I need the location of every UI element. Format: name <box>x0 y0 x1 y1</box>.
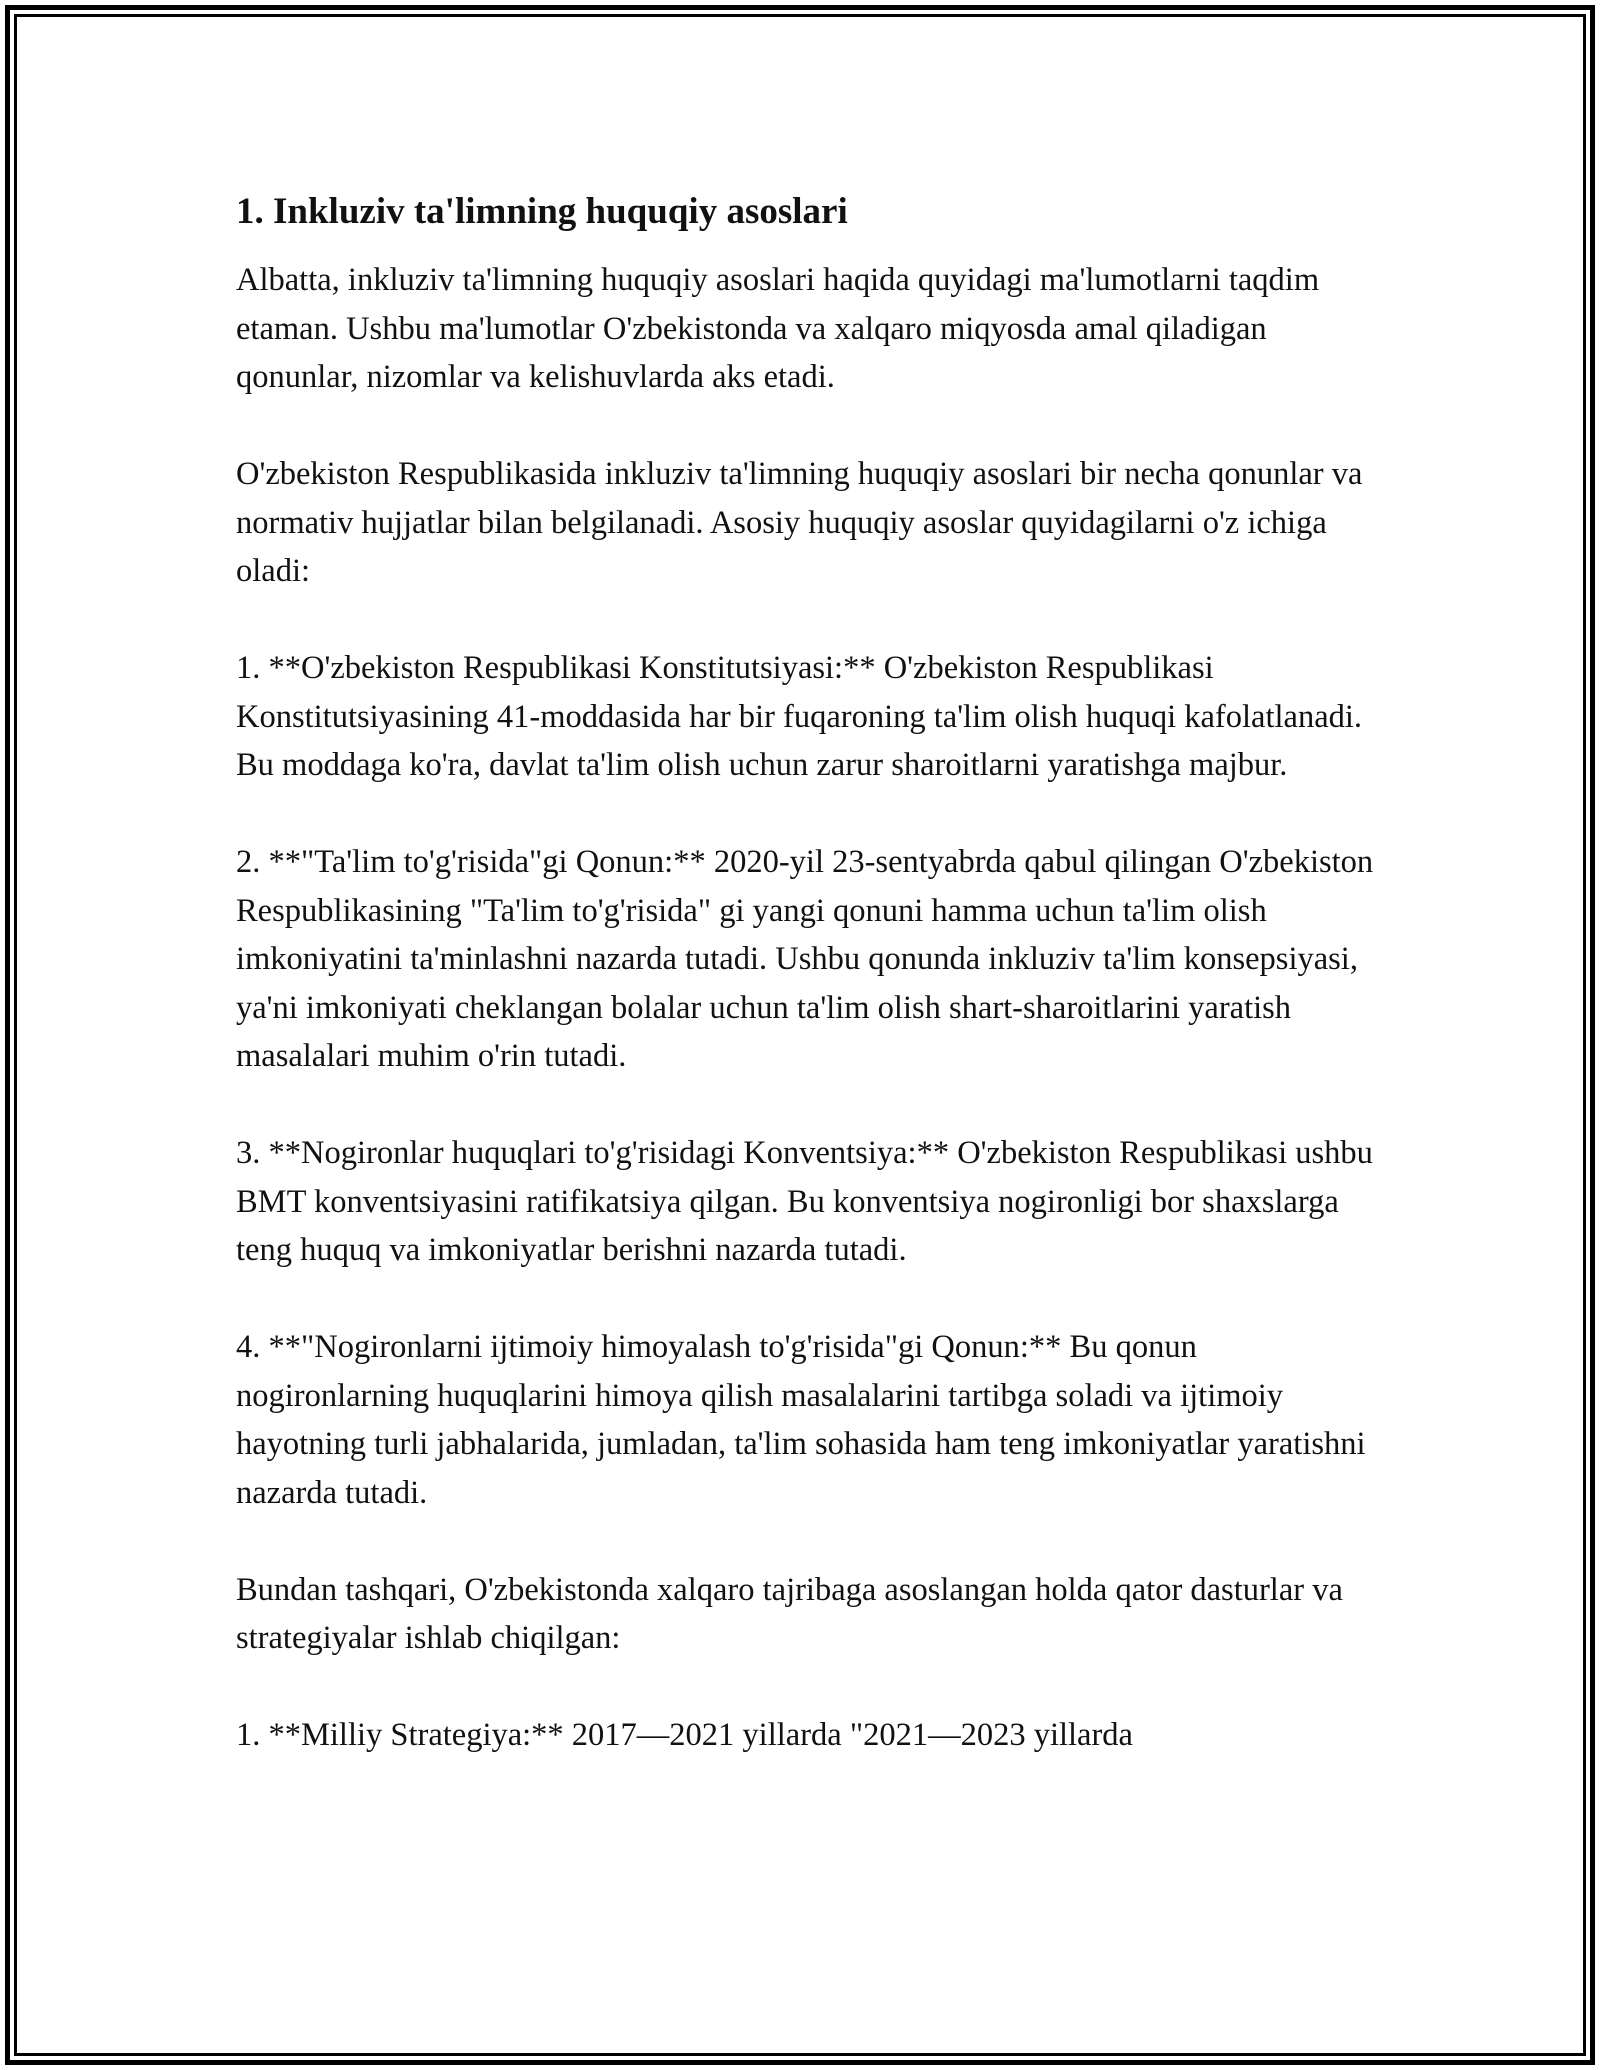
document-title: 1. Inkluziv ta'limning huquqiy asoslari <box>236 191 848 232</box>
paragraph-programs: Bundan tashqari, O'zbekistonda xalqaro tajribaga asoslangan holda qator dasturlar va strategiyalar ishlab chiqilgan: <box>236 1571 1343 1656</box>
paragraph-intro: Albatta, inkluziv ta'limning huquqiy asoslari haqida quyidagi ma'lumotlarni taqdim etaman. Ushbu ma'lumotlar O'zbekistonda va xalqaro miqyosda amal qiladigan qonunlar, nizomlar va kelishuvlarda aks etadi. <box>236 262 1320 395</box>
list-item-constitution: 1. **O'zbekiston Respublikasi Konstitutsiyasi:** O'zbekiston Respublikasi Konstitutsiyasining 41-moddasida har bir fuqaroning ta'lim olish huquqi kafolatlanadi. Bu moddaga ko'ra, davlat ta'lim olish uchun zarur sharoitlarni yaratishga majbur. <box>236 650 1363 783</box>
list-item-social-protection-law: 4. **"Nogironlarni ijtimoiy himoyalash to'g'risida"gi Qonun:** Bu qonun nogironlarning huquqlarini himoya qilish masalalarini tartibga soladi va ijtimoiy hayotning turli jabhalarida, jumladan, ta'lim sohasida ham teng imkoniyatlar yaratishni nazarda tutadi. <box>236 1329 1366 1511</box>
list-item-convention: 3. **Nogironlar huquqlari to'g'risidagi Konventsiya:** O'zbekiston Respublikasi ushbu BMT konventsiyasini ratifikatsiya qilgan. Bu konventsiya nogironligi bor shaxslarga teng huquq va imkoniyatlar berishni nazarda tutadi. <box>236 1135 1373 1268</box>
paragraph-legal-basis: O'zbekiston Respublikasida inkluziv ta'limning huquqiy asoslari bir necha qonunlar va normativ hujjatlar bilan belgilanadi. Asosiy huquqiy asoslar quyidagilarni o'z ichiga oladi: <box>236 456 1363 589</box>
list-item-national-strategy: 1. **Milliy Strategiya:** 2017—2021 yillarda "2021—2023 yillarda <box>236 1717 1133 1753</box>
document-body <box>236 188 1386 1760</box>
list-item-education-law: 2. **"Ta'lim to'g'risida"gi Qonun:** 2020-yil 23-sentyabrda qabul qilingan O'zbekiston Respublikasining "Ta'lim to'g'risida" gi yangi qonuni hamma uchun ta'lim olish imkoniyatini ta'minlashni nazarda tutadi. Ushbu qonunda inkluziv ta'lim konsepsiyasi, ya'ni imkoniyati cheklangan bolalar uchun ta'lim olish shart-sharoitlarini yaratish masalalari muhim o'rin tutadi. <box>236 844 1374 1074</box>
